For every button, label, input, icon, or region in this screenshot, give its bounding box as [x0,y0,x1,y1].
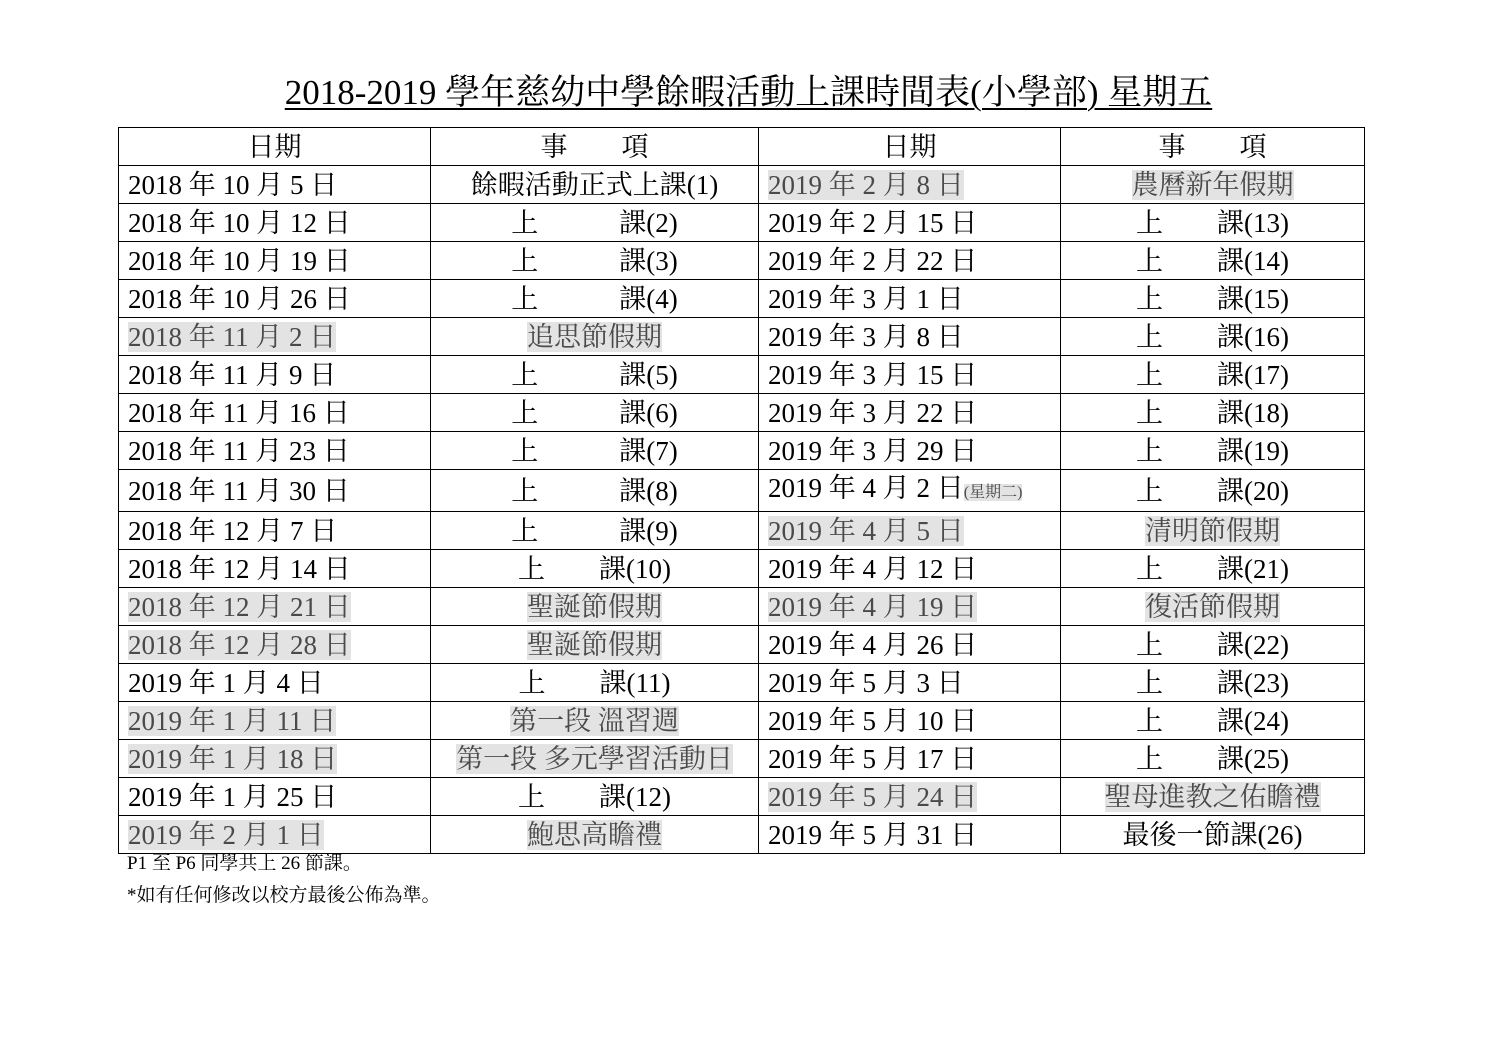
event-cell-left [431,664,759,702]
table-row [119,432,1365,470]
table-row [119,356,1365,394]
event-cell-left [431,702,759,740]
table-row [119,204,1365,242]
table-row [119,816,1365,854]
date-text: 2018 年 10 月 19 日 [128,245,351,276]
event-cell-left [431,778,759,816]
date-cell-right [759,740,1061,778]
date-cell-right [759,356,1061,394]
date-text: 2019 年 2 月 1 日 [128,819,324,850]
date-cell-left [119,318,431,356]
date-cell-right [759,512,1061,550]
event-text: 上 課(17) [1136,359,1289,390]
event-cell-left [431,512,759,550]
event-text: 最後一節課(26) [1122,819,1303,850]
date-cell-left [119,664,431,702]
event-cell-right [1061,432,1365,470]
date-text: 2018 年 11 月 23 日 [128,435,350,466]
event-cell-right [1061,778,1365,816]
event-text: 上 課(7) [511,435,678,466]
date-text: 2019 年 1 月 4 日 [128,667,324,698]
event-cell-left [431,280,759,318]
table-row [119,166,1365,204]
table-row [119,512,1365,550]
date-text: 2018 年 10 月 12 日 [128,207,351,238]
date-text: 2019 年 1 月 18 日 [128,743,338,774]
table-row [119,740,1365,778]
event-text: 上 課(14) [1136,245,1289,276]
date-text: 2019 年 4 月 12 日 [768,553,978,584]
date-text: 2019 年 2 月 15 日 [768,207,978,238]
event-text: 清明節假期 [1145,515,1280,546]
date-text: 2019 年 5 月 3 日 [768,667,964,698]
date-text: 2019 年 3 月 15 日 [768,359,978,390]
date-text: 2018 年 12 月 28 日 [128,629,351,660]
date-cell-right [759,204,1061,242]
event-cell-left [431,432,759,470]
date-cell-right [759,702,1061,740]
event-cell-left [431,356,759,394]
date-text: 2019 年 4 月 19 日 [768,591,978,622]
event-text: 上 課(24) [1136,705,1289,736]
schedule-body [119,166,1365,854]
event-text: 復活節假期 [1145,591,1280,622]
event-cell-right [1061,470,1365,512]
date-text: 2018 年 12 月 7 日 [128,515,338,546]
date-cell-left [119,470,431,512]
table-row [119,470,1365,512]
date-cell-left [119,242,431,280]
schedule-table [118,127,1365,854]
date-text: 2019 年 4 月 2 日 [768,473,964,503]
event-text: 上 課(19) [1136,435,1289,466]
table-row [119,626,1365,664]
event-cell-left [431,626,759,664]
date-text: 2019 年 5 月 17 日 [768,743,978,774]
event-text: 上 課(21) [1136,553,1289,584]
event-text: 上 課(12) [518,781,671,812]
event-text: 上 課(13) [1136,207,1289,238]
date-cell-right [759,816,1061,854]
event-cell-right [1061,356,1365,394]
date-cell-right [759,280,1061,318]
date-text: 2019 年 2 月 8 日 [768,169,964,200]
date-cell-left [119,512,431,550]
event-text: 上 課(5) [511,359,678,390]
event-text: 上 課(3) [511,245,678,276]
event-text: 上 課(11) [518,667,671,698]
event-cell-right [1061,512,1365,550]
event-text: 上 課(4) [511,283,678,314]
event-cell-left [431,318,759,356]
note-disclaimer: *如有任何修改以校方最後公佈為準。 [127,885,441,906]
header-row [119,128,1365,166]
date-cell-left [119,394,431,432]
event-text: 上 課(10) [518,553,671,584]
event-text: 上 課(25) [1136,743,1289,774]
title-text: 2018-2019 學年慈幼中學餘暇活動上課時間表(小學部) 星期五 [284,73,1213,112]
date-cell-left [119,778,431,816]
date-text: 2019 年 3 月 29 日 [768,435,978,466]
date-text: 2019 年 2 月 22 日 [768,245,978,276]
date-text: 2019 年 3 月 8 日 [768,321,964,352]
event-cell-right [1061,664,1365,702]
event-cell-left [431,204,759,242]
date-text: 2018 年 10 月 26 日 [128,283,351,314]
date-text: 2019 年 5 月 31 日 [768,819,978,850]
table-row [119,550,1365,588]
event-cell-right [1061,166,1365,204]
table-row [119,778,1365,816]
event-text: 上 課(6) [511,397,678,428]
date-cell-right [759,664,1061,702]
event-cell-right [1061,550,1365,588]
event-text: 上 課(8) [511,475,678,506]
event-text: 第一段 溫習週 [510,705,679,736]
table-row [119,318,1365,356]
date-cell-left [119,816,431,854]
date-text: 2018 年 11 月 16 日 [128,397,350,428]
date-text: 2019 年 4 月 26 日 [768,629,978,660]
date-cell-right [759,394,1061,432]
event-text: 第一段 多元學習活動日 [456,743,733,774]
date-cell-left [119,280,431,318]
date-cell-left [119,204,431,242]
header-event-right: 事 項 [1061,128,1365,166]
event-cell-right [1061,588,1365,626]
event-cell-right [1061,740,1365,778]
date-cell-right [759,550,1061,588]
event-cell-right [1061,318,1365,356]
event-text: 上 課(16) [1136,321,1289,352]
event-text: 上 課(23) [1136,667,1289,698]
event-cell-right [1061,242,1365,280]
date-text: 2019 年 1 月 25 日 [128,781,338,812]
note-total-lessons: P1 至 P6 同學共上 26 節課。 [127,853,362,874]
date-text: 2018 年 10 月 5 日 [128,169,338,200]
date-text: 2019 年 5 月 24 日 [768,781,978,812]
event-text: 聖誕節假期 [527,591,662,622]
event-text: 聖母進教之佑瞻禮 [1104,781,1321,812]
date-text: 2019 年 5 月 10 日 [768,705,978,736]
date-text: 2018 年 12 月 14 日 [128,553,351,584]
date-cell-right [759,626,1061,664]
header-event-left: 事 項 [431,128,759,166]
event-text: 餘暇活動正式上課(1) [470,169,719,200]
event-cell-left [431,550,759,588]
date-cell-left [119,740,431,778]
event-cell-right [1061,816,1365,854]
date-text: 2019 年 3 月 1 日 [768,283,964,314]
date-cell-left [119,166,431,204]
event-text: 追思節假期 [527,321,662,352]
date-cell-right [759,242,1061,280]
date-text: 2018 年 12 月 21 日 [128,591,351,622]
date-cell-right [759,588,1061,626]
date-cell-left [119,432,431,470]
date-text: 2019 年 4 月 5 日 [768,515,964,546]
date-cell-right [759,778,1061,816]
event-text: 上 課(2) [511,207,678,238]
event-text: 鮑思高瞻禮 [527,819,662,850]
date-cell-left [119,356,431,394]
date-cell-right [759,166,1061,204]
event-cell-left [431,740,759,778]
event-cell-right [1061,280,1365,318]
date-weekday-note: (星期二) [963,484,1023,501]
event-cell-left [431,588,759,626]
date-cell-right [759,470,1061,512]
event-text: 上 課(22) [1136,629,1289,660]
event-cell-left [431,166,759,204]
date-text: 2018 年 11 月 30 日 [128,475,350,506]
event-text: 農曆新年假期 [1131,169,1294,200]
date-cell-right [759,318,1061,356]
date-cell-left [119,626,431,664]
header-date-left: 日期 [119,128,431,166]
event-cell-right [1061,394,1365,432]
event-text: 上 課(15) [1136,283,1289,314]
date-cell-left [119,550,431,588]
date-cell-left [119,702,431,740]
event-text: 上 課(18) [1136,397,1289,428]
date-text: 2018 年 11 月 2 日 [128,321,337,352]
event-cell-right [1061,204,1365,242]
event-text: 聖誕節假期 [527,629,662,660]
date-cell-left [119,588,431,626]
event-cell-left [431,816,759,854]
event-text: 上 課(20) [1136,475,1289,506]
table-row [119,394,1365,432]
event-cell-right [1061,626,1365,664]
event-cell-left [431,470,759,512]
header-date-right: 日期 [759,128,1061,166]
table-row [119,588,1365,626]
table-row [119,664,1365,702]
event-cell-left [431,242,759,280]
date-text: 2018 年 11 月 9 日 [128,359,337,390]
table-row [119,280,1365,318]
event-cell-right [1061,702,1365,740]
date-text: 2019 年 3 月 22 日 [768,397,978,428]
table-row [119,702,1365,740]
date-cell-right [759,432,1061,470]
page-title [0,70,1497,116]
event-cell-left [431,394,759,432]
table-row [119,242,1365,280]
date-text: 2019 年 1 月 11 日 [128,705,337,736]
event-text: 上 課(9) [511,515,678,546]
